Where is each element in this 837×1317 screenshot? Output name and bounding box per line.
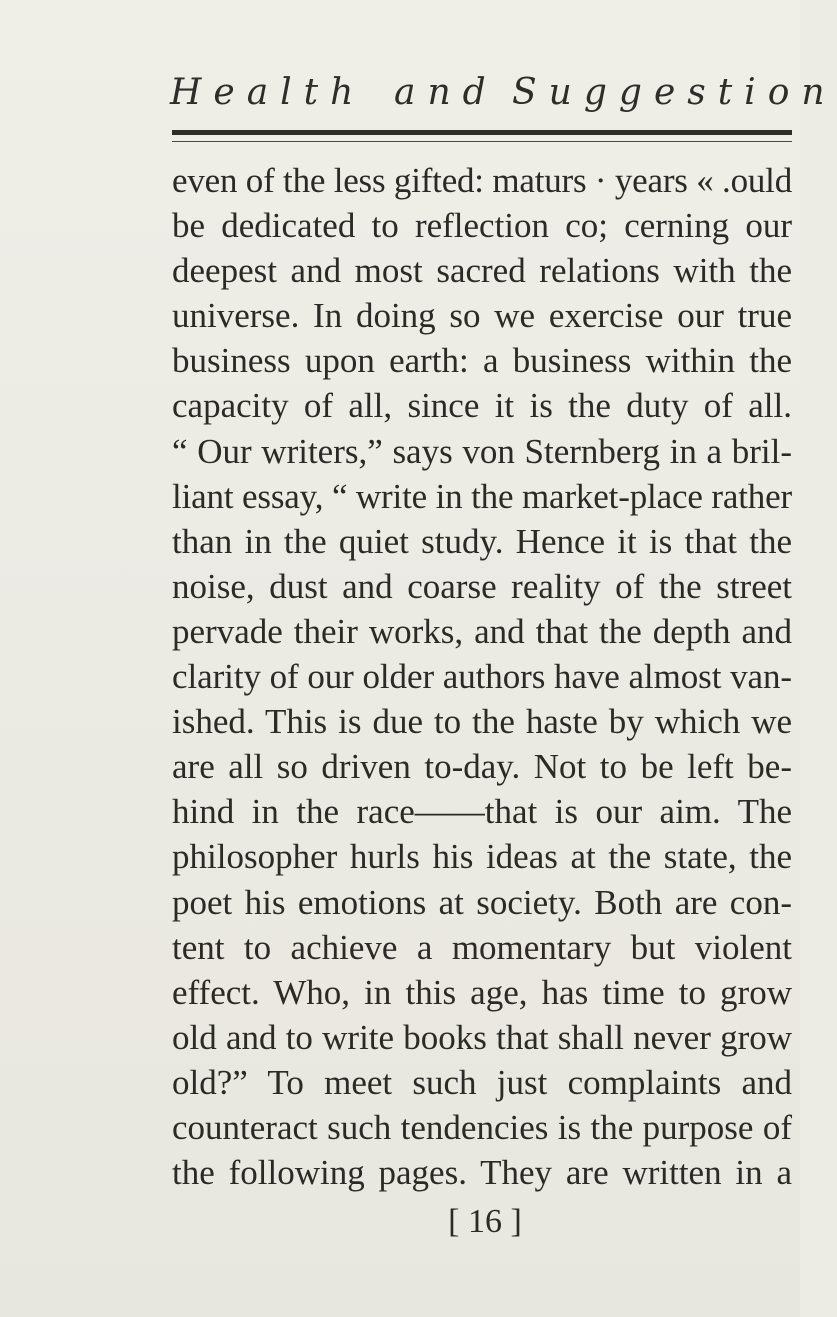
text-line: ished. This is due to the haste by which we: [172, 702, 792, 742]
text-line: poet his emotions at society. Both are con-: [172, 882, 792, 922]
text-line: counteract such tendencies is the purpose of: [172, 1107, 792, 1147]
body-text: [172, 158, 792, 1195]
text-line: effect. Who, in this age, has time to grow: [172, 972, 792, 1012]
header-rule-thin: [172, 141, 792, 142]
running-head: [170, 72, 837, 132]
text-line: hind in the race——that is our aim. The: [172, 792, 792, 832]
text-line: old and to write books that shall never grow: [172, 1017, 792, 1057]
text-line: business upon earth: a business within the: [172, 341, 792, 381]
text-line: “ Our writers,” says von Sternberg in a bril-: [172, 431, 792, 471]
running-head-word-and: and: [394, 72, 498, 113]
text-line: be dedicated to reflection co; cerning our: [172, 206, 792, 246]
text-line: than in the quiet study. Hence it is that the: [172, 521, 792, 561]
text-line: clarity of our older authors have almost van-: [172, 657, 792, 697]
header-rule-thick: [172, 130, 792, 135]
running-head-word-health: Health: [170, 72, 366, 113]
text-line: universe. In doing so we exercise our true: [172, 296, 792, 336]
text-line: are all so driven to-day. Not to be left be-: [172, 747, 792, 787]
text-line: tent to achieve a momentary but violent: [172, 927, 792, 967]
text-line: noise, dust and coarse reality of the street: [172, 566, 792, 606]
text-line: pervade their works, and that the depth and: [172, 611, 792, 651]
text-line: liant essay, “ write in the market-place rather: [172, 476, 792, 516]
text-line: old?” To meet such just complaints and: [172, 1062, 792, 1102]
page-number: [ 16 ]: [448, 1203, 522, 1240]
text-line: deepest and most sacred relations with the: [172, 251, 792, 291]
text-line: the following pages. They are written in a: [172, 1153, 792, 1193]
text-line: philosopher hurls his ideas at the state, the: [172, 837, 792, 877]
running-head-word-suggestion: Suggestion: [512, 72, 837, 113]
text-line: even of the less gifted: maturs · years « .ould: [172, 161, 792, 200]
text-line: capacity of all, since it is the duty of all.: [172, 386, 792, 426]
